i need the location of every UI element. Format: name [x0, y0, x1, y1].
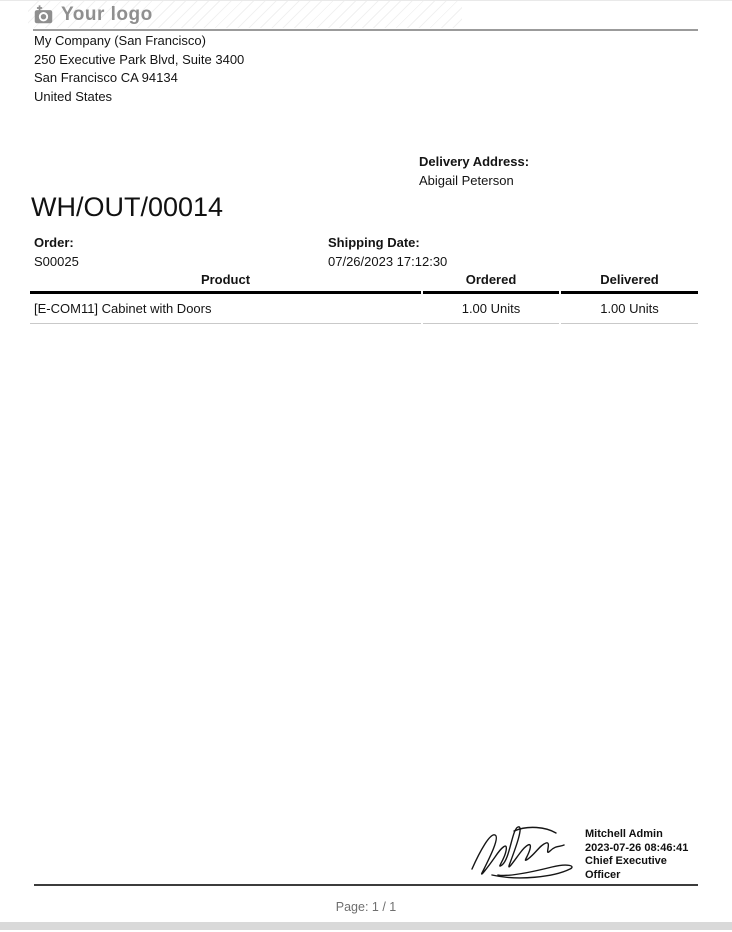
- page-number: Page: 1 / 1: [335, 900, 397, 914]
- order-value: S00025: [34, 254, 79, 269]
- table-header-row: [30, 271, 698, 294]
- order-info: [34, 233, 79, 271]
- company-logo: [33, 4, 153, 26]
- camera-icon: [33, 4, 54, 25]
- signature-datetime: 2023-07-26 08:46:41: [585, 841, 689, 854]
- shipping-date-value: 07/26/2023 17:12:30: [328, 254, 448, 269]
- product-table: [30, 271, 698, 324]
- column-header-delivered: Delivered: [561, 271, 698, 294]
- delivered-cell: 1.00 Units: [561, 294, 698, 324]
- company-street: 250 Executive Park Blvd, Suite 3400: [34, 51, 245, 67]
- signer-name: Mitchell Admin: [585, 828, 663, 840]
- logo-text: Your logo: [61, 3, 153, 25]
- signer-title: Chief Executive Officer: [585, 855, 667, 881]
- company-address: [34, 32, 244, 106]
- logo-placeholder: [28, 1, 462, 28]
- document-title: WH/OUT/00014: [31, 192, 224, 222]
- product-cell: [E-COM11] Cabinet with Doors: [30, 294, 421, 324]
- delivery-address-label: Delivery Address:: [419, 154, 530, 169]
- ordered-cell: 1.00 Units: [423, 294, 559, 324]
- delivery-address-name: Abigail Peterson: [419, 173, 514, 188]
- column-header-ordered: Ordered: [423, 271, 559, 294]
- signature-image: [468, 823, 586, 886]
- page-edge-strip: [0, 922, 732, 930]
- signature-block: [455, 819, 698, 883]
- header-divider: [33, 29, 698, 31]
- company-name: My Company (San Francisco): [34, 33, 206, 48]
- shipping-info: [328, 233, 447, 271]
- table-row: [30, 294, 698, 324]
- column-header-product: Product: [30, 271, 421, 294]
- signature-details: [585, 828, 698, 882]
- shipping-date-label: Shipping Date:: [328, 235, 420, 250]
- company-country: United States: [34, 88, 113, 104]
- footer-divider: [34, 884, 698, 886]
- order-label: Order:: [34, 235, 74, 250]
- company-city: San Francisco CA 94134: [34, 70, 178, 86]
- delivery-address-block: [419, 152, 529, 190]
